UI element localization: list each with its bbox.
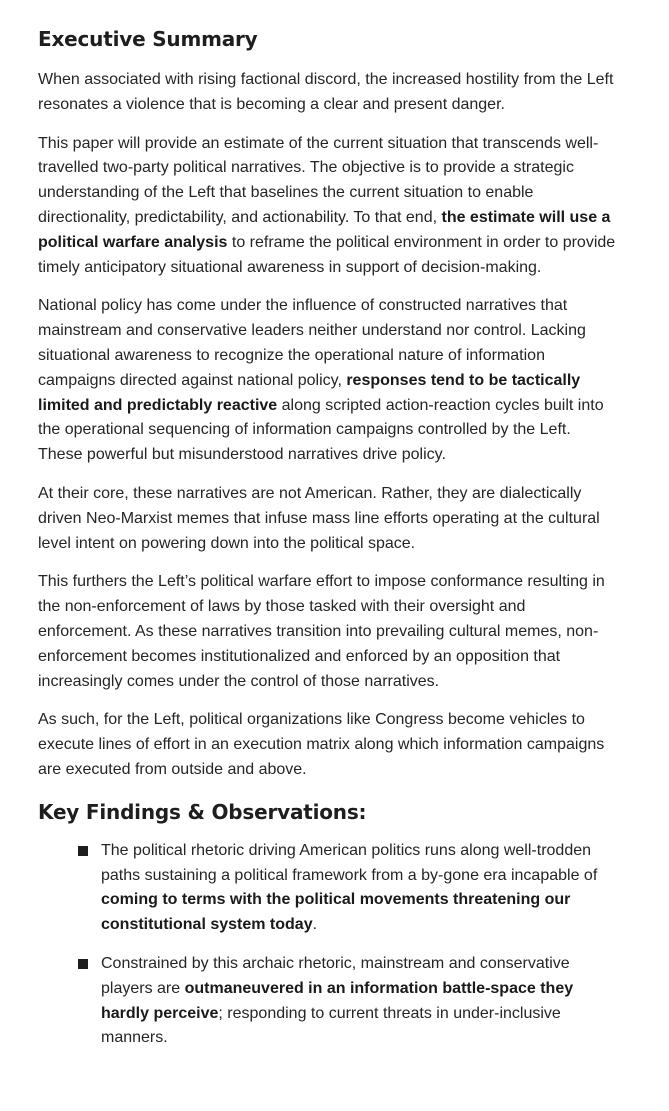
key-findings-list [38, 839, 618, 1051]
emphasis-text: outmaneuvered in an information battle-space they hardly perceive [101, 979, 574, 1022]
summary-paragraph-5: This furthers the Left’s political warfare effort to impose conformance resulting in the non-enforcement of laws by those tasked with their oversight and enforcement. As these narratives transition into prevailing cultural memes, non-enforcement becomes institutionalized and enforced by an opposition that increasingly comes under the control of those narratives. [38, 573, 605, 690]
summary-paragraph-6: As such, for the Left, political organizations like Congress become vehicles to execute lines of effort in an execution matrix along which information campaigns are executed from outside and above. [38, 711, 605, 778]
square-bullet-icon [78, 846, 88, 856]
summary-paragraph-1: When associated with rising factional discord, the increased hostility from the Left resonates a violence that is becoming a clear and present danger. [38, 71, 614, 113]
list-item: The political rhetoric driving American politics runs along well-trodden paths sustaining a political framework from a by-gone era incapable of coming to terms with the political movements threatening our constitutional system today. [38, 839, 618, 938]
executive-summary-heading: Executive Summary [38, 27, 258, 51]
summary-paragraph-4: At their core, these narratives are not American. Rather, they are dialectically driven Neo-Marxist memes that infuse mass line efforts operating at the cultural level intent on powering down into the political space. [38, 484, 600, 552]
emphasis-text: coming to terms with the political movements threatening our constitutional system today [101, 891, 571, 934]
document-page [38, 24, 618, 1065]
list-item: Constrained by this archaic rhetoric, mainstream and conservative players are outmaneuvered in an information battle-space they hardly perceive; responding to current threats in under-inclusive manners. [38, 952, 618, 1051]
emphasis-text: responses tend to be tactically limited and predictably reactive [38, 371, 581, 414]
summary-paragraph-3: National policy has come under the influence of constructed narratives that mainstream and conservative leaders neither understand nor control. Lacking situational awareness to recognize the operational nature of information campaigns directed against national policy, responses tend to be tactically limited and predictably reactive along scripted action-reaction cycles built into the operational sequencing of information campaigns controlled by the Left. These powerful but misunderstood narratives drive policy. [38, 297, 604, 464]
summary-paragraph-2: This paper will provide an estimate of the current situation that transcends well-travelled two-party political narratives. The objective is to provide a strategic understanding of the Left that baselines the current situation to enable directionality, predictability, and actionability. To that end, the estimate will use a political warfare analysis to reframe the political environment in order to provide timely anticipatory situational awareness in support of decision-making. [38, 134, 616, 276]
key-findings-heading: Key Findings & Observations: [38, 799, 367, 824]
square-bullet-icon [78, 959, 88, 969]
emphasis-text: the estimate will use a political warfare analysis [38, 208, 611, 251]
